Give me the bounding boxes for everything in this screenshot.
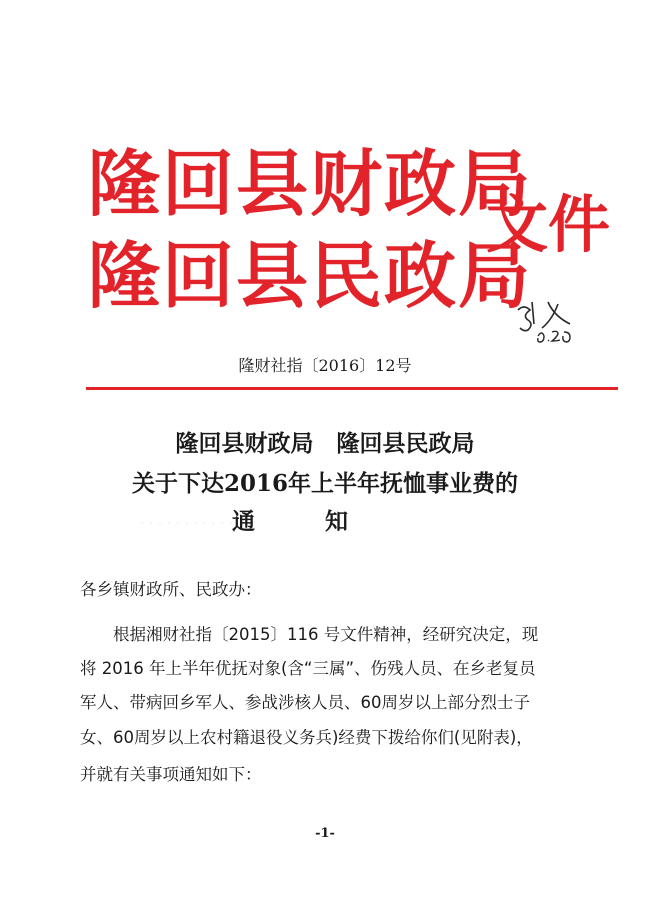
- bleed-through-text: · · · · · · · · · · · ·: [140, 516, 243, 532]
- body-line-5: 并就有关事项通知如下：: [80, 765, 262, 784]
- header-org-line-1: 隆回县财政局: [88, 141, 533, 226]
- body-line-4: 女、60周岁以上农村籍退役义务兵)经费下拨给你们(见附表)，: [80, 728, 533, 747]
- handwritten-signature: [514, 296, 586, 346]
- header-suffix: 文件: [486, 188, 611, 261]
- body-line-2: 将 2016 年上半年优抚对象(含“三属”、伤残人员、在乡老复员: [80, 659, 536, 678]
- red-divider-line: [86, 387, 618, 390]
- header-org-line-2: 隆回县民政局: [88, 233, 533, 318]
- title-line-2: 关于下达2016年上半年抚恤事业费的: [131, 470, 518, 497]
- page-number: -1-: [315, 826, 335, 841]
- title-line-3: 通知: [232, 508, 418, 535]
- body-line-3: 军人、带病回乡军人、参战涉核人员、60周岁以上部分烈士子: [80, 693, 530, 712]
- document-number: 隆财社指〔2016〕12号: [238, 356, 412, 375]
- salutation: 各乡镇财政所、民政办：: [80, 580, 262, 599]
- title-line-1: 隆回县财政局 隆回县民政局: [175, 430, 475, 457]
- body-line-1: 根据湘财社指〔2015〕116 号文件精神，经研究决定，现: [80, 625, 539, 644]
